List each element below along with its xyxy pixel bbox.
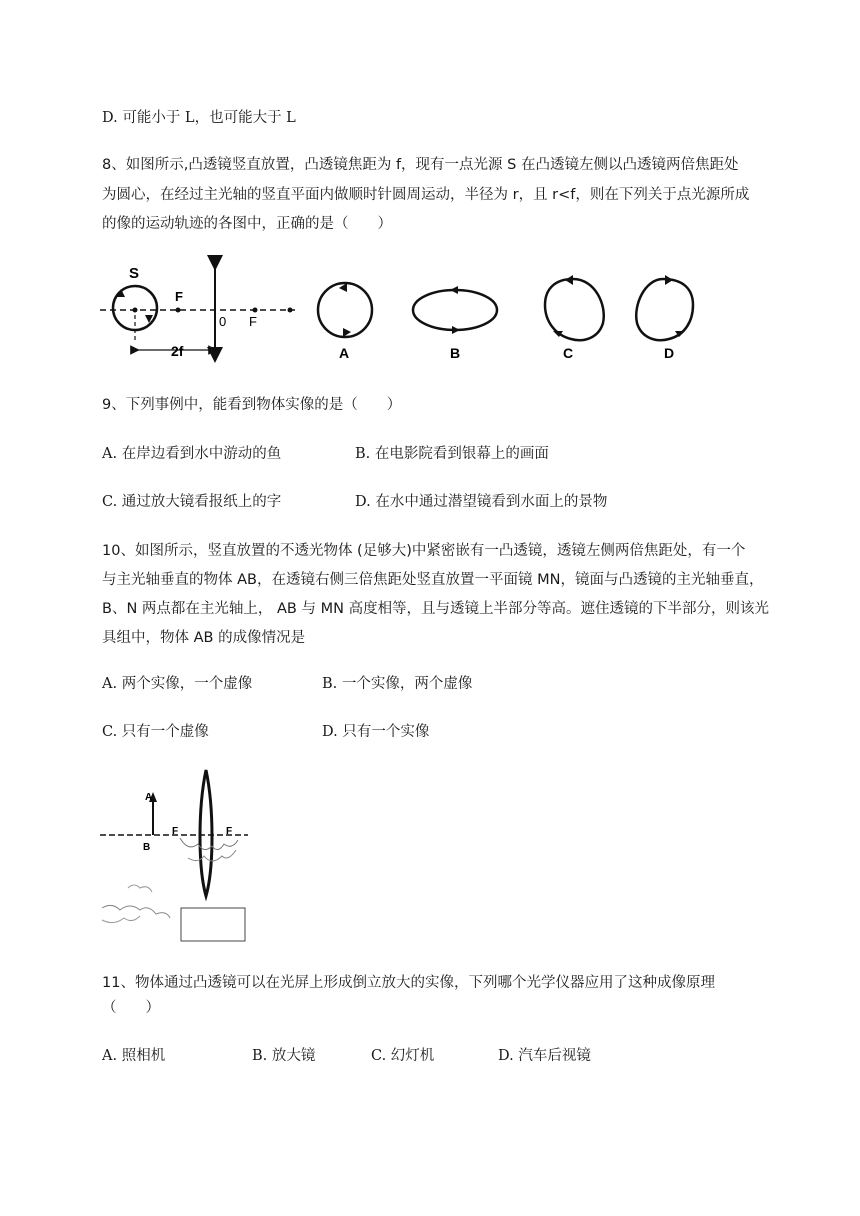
q10-option-d: D. 只有一个实像	[322, 724, 430, 740]
label-f1: F	[172, 826, 179, 837]
q10-figure	[98, 768, 258, 946]
q10-option-a: A. 两个实像，一个虚像	[102, 676, 253, 692]
label-f2: F	[226, 826, 233, 837]
choice-b-trajectory	[413, 290, 497, 330]
q11-stem-line-2: （ ）	[102, 1000, 160, 1016]
q9-option-a: A. 在岸边看到水中游动的鱼	[102, 446, 282, 462]
label-b: B	[143, 842, 151, 853]
choice-c-label: C	[563, 345, 574, 361]
q11-option-c: C. 幻灯机	[371, 1048, 435, 1064]
q10-stem-line-4: 具组中，物体 AB 的成像情况是	[102, 630, 306, 646]
choice-a-trajectory	[318, 283, 372, 337]
label-o: 0	[219, 314, 227, 329]
q10-stem-line-1: 10、如图所示，竖直放置的不透光物体 (足够大)中紧密嵌有一凸透镜，透镜左侧两倍焦距处，有一个	[102, 543, 746, 559]
q10-stem-line-3: B、N 两点都在主光轴上， AB 与 MN 高度相等，且与透镜上半部分等高。遮住透镜的下半部分，则该光	[102, 601, 770, 617]
q9-stem: 9、下列事例中，能看到物体实像的是（ ）	[102, 397, 402, 413]
q8-figure	[95, 255, 715, 370]
q8-stem-line-2: 为圆心，在经过主光轴的竖直平面内做顺时针圆周运动，半径为 r，且 r<f，则在下列关于点光源所成	[102, 187, 750, 203]
label-2f: 2f	[171, 343, 184, 359]
choice-a-label: A	[339, 345, 350, 361]
label-a: A	[145, 792, 153, 803]
choice-d-label: D	[664, 345, 675, 361]
q8-stem-line-1: 8、如图所示,凸透镜竖直放置，凸透镜焦距为 f，现有一点光源 S 在凸透镜左侧以凸透镜两倍焦距处	[102, 157, 739, 173]
q11-option-a: A. 照相机	[102, 1048, 166, 1064]
q10-option-b: B. 一个实像，两个虚像	[322, 676, 473, 692]
q8-stem-line-3: 的像的运动轨迹的各图中，正确的是（ ）	[102, 216, 392, 232]
q7-option-d: D. 可能小于 L，也可能大于 L	[102, 110, 296, 126]
q10-option-c: C. 只有一个虚像	[102, 724, 209, 740]
label-f1: F	[175, 289, 183, 304]
q11-option-b: B. 放大镜	[252, 1048, 316, 1064]
mirror-box	[181, 908, 245, 941]
convex-lens	[200, 770, 212, 896]
q9-option-d: D. 在水中通过潜望镜看到水面上的景物	[355, 494, 608, 510]
label-s: S	[129, 265, 140, 282]
choice-b-label: B	[450, 345, 461, 361]
q11-stem-line-1: 11、物体通过凸透镜可以在光屏上形成倒立放大的实像，下列哪个光学仪器应用了这种成像原理	[102, 975, 715, 991]
q9-option-c: C. 通过放大镜看报纸上的字	[102, 494, 282, 510]
q9-option-b: B. 在电影院看到银幕上的画面	[355, 446, 549, 462]
q10-stem-line-2: 与主光轴垂直的物体 AB，在透镜右侧三倍焦距处竖直放置一平面镜 MN，镜面与凸透镜的主光轴垂直，	[102, 572, 764, 588]
label-f2: F	[249, 314, 257, 329]
q11-option-d: D. 汽车后视镜	[498, 1048, 591, 1064]
